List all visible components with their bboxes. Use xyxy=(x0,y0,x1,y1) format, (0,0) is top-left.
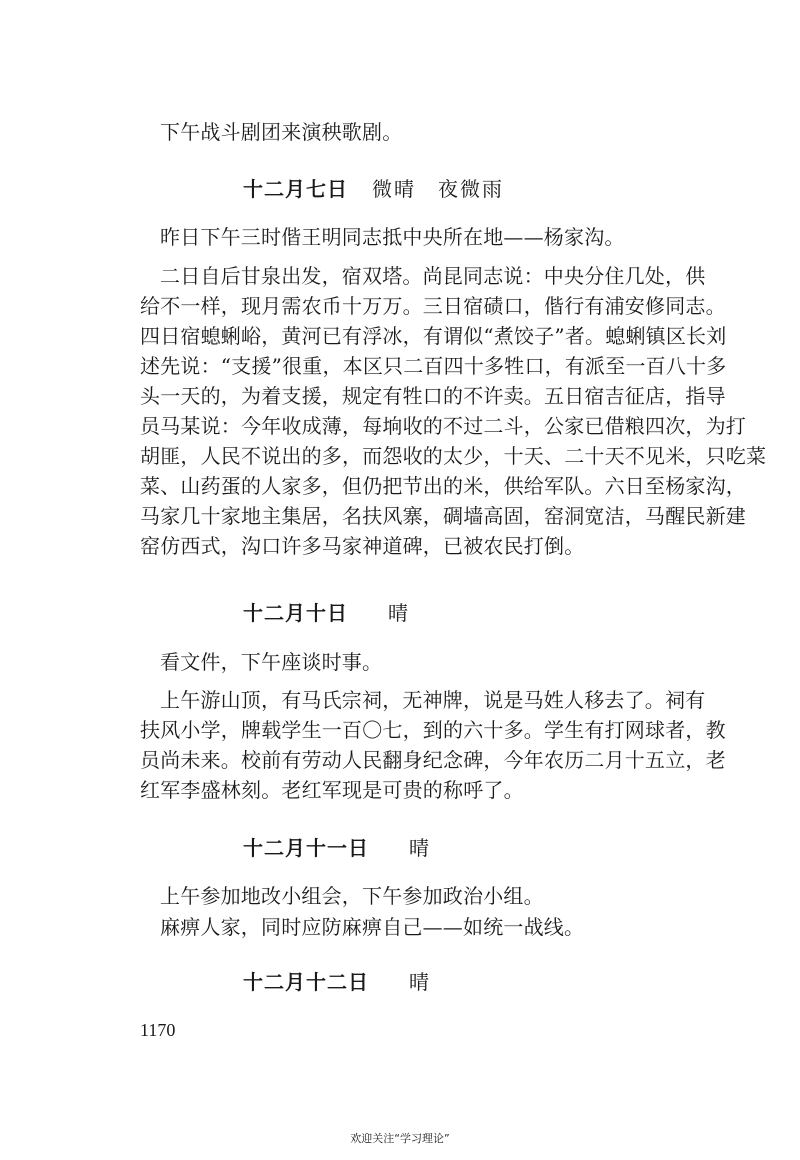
entry-line: 看文件，下午座谈时事。 xyxy=(160,650,383,674)
entry-line: 窑仿西式，沟口许多马家神道碑，已被农民打倒。 xyxy=(140,534,585,558)
entry-date: 十二月十一日 xyxy=(243,836,369,860)
entry-weather: 晴 xyxy=(409,836,431,860)
entry-line: 马家几十家地主集居，名扶风寨，碉墙高固，窑洞宽洁，马醒民新建 xyxy=(140,504,746,528)
page-number: 1170 xyxy=(140,1020,176,1040)
entry-line: 扶风小学，牌载学生一百〇七，到的六十多。学生有打网球者，教 xyxy=(140,718,726,742)
footer-note: 欢迎关注“学习理论” xyxy=(350,1132,450,1145)
entry-heading-dec-12 xyxy=(243,968,431,996)
entry-line: 上午游山顶，有马氏宗祠，无神牌，说是马姓人移去了。祠有 xyxy=(160,688,706,712)
entry-weather: 晴 xyxy=(388,601,410,625)
entry-line: 昨日下午三时偕王明同志抵中央所在地——杨家沟。 xyxy=(160,225,625,249)
entry-line: 麻痹人家，同时应防麻痹自己——如统一战线。 xyxy=(160,915,585,939)
entry-line: 四日宿螅蜊峪，黄河已有浮冰，有谓似“煮饺子”者。螅蜊镇区长刘 xyxy=(140,324,727,348)
entry-line: 红军李盛林刻。老红军现是可贵的称呼了。 xyxy=(140,778,524,802)
entry-heading-dec-10 xyxy=(243,599,410,627)
entry-line: 员马某说：今年收成薄，每垧收的不过二斗，公家已借粮四次，为打 xyxy=(140,414,746,438)
entry-line: 二日自后甘泉出发，宿双塔。尚昆同志说：中央分住几处，供 xyxy=(160,264,706,288)
intro-line: 下午战斗剧团来演秧歌剧。 xyxy=(160,120,403,144)
entry-date: 十二月十日 xyxy=(243,601,348,625)
entry-line: 头一天的，为着支援，规定有牲口的不许卖。五日宿吉征店，指导 xyxy=(140,384,726,408)
entry-line: 胡匪，人民不说出的多，而怨收的太少，十天、二十天不见米，只吃菜 xyxy=(140,444,767,468)
entry-heading-dec-11 xyxy=(243,834,431,862)
entry-line: 菜、山药蛋的人家多，但仍把节出的米，供给军队。六日至杨家沟， xyxy=(140,474,746,498)
entry-date: 十二月十二日 xyxy=(243,970,369,994)
entry-line: 员尚未来。校前有劳动人民翻身纪念碑，今年农历二月十五立，老 xyxy=(140,748,726,772)
entry-weather: 晴 xyxy=(409,970,431,994)
entry-heading-dec-7 xyxy=(243,175,504,203)
entry-line: 述先说：“支援”很重，本区只二百四十多牲口，有派至一百八十多 xyxy=(140,354,727,378)
entry-date: 十二月七日 xyxy=(243,177,348,201)
entry-weather: 微晴 夜微雨 xyxy=(372,177,504,201)
entry-line: 给不一样，现月需农币十万万。三日宿碛口，偕行有浦安修同志。 xyxy=(140,294,726,318)
entry-line: 上午参加地改小组会，下午参加政治小组。 xyxy=(160,884,544,908)
